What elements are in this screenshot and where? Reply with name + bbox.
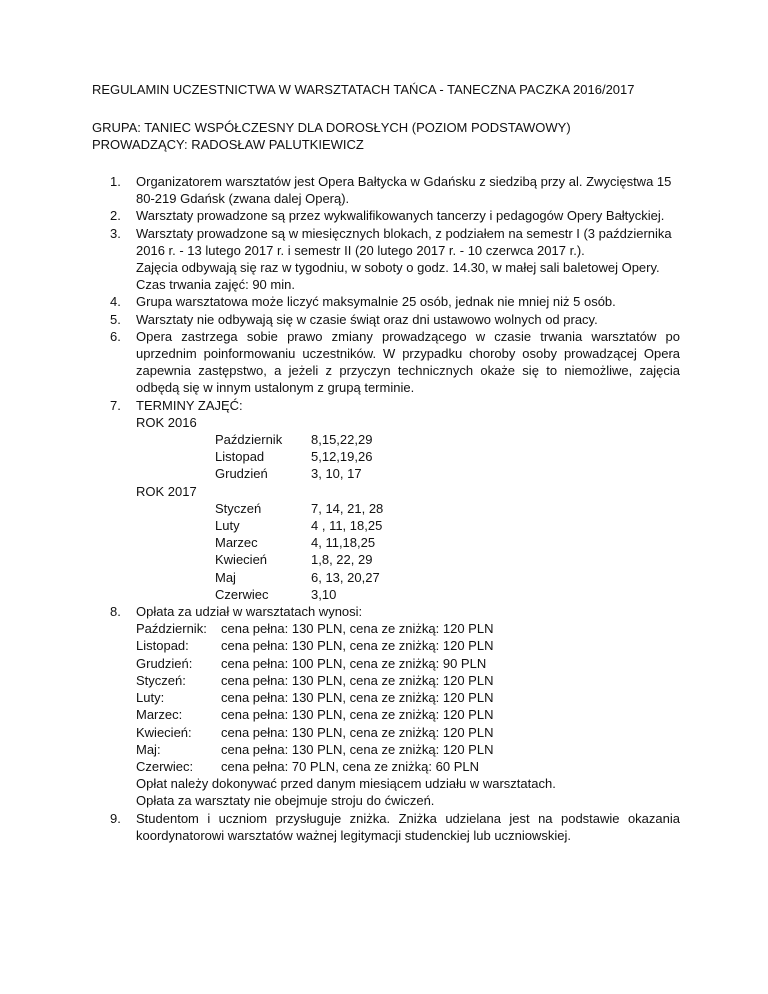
price-value: cena pełna: 130 PLN, cena ze zniżką: 120 PLN: [221, 621, 494, 637]
rule-number: 4.: [110, 294, 121, 310]
year-label: ROK 2017: [136, 483, 197, 499]
rule-item-3: [110, 225, 680, 294]
month-days: 1,8, 22, 29: [311, 552, 373, 568]
price-value: cena pełna: 70 PLN, cena ze zniżką: 60 PLN: [221, 758, 479, 774]
month-days: 3, 10, 17: [311, 466, 362, 482]
price-row: [136, 672, 680, 689]
rules-list: [110, 173, 680, 844]
schedule-row: [136, 551, 680, 568]
month-name: Grudzień: [215, 466, 268, 482]
month-days: 4, 11,18,25: [311, 535, 376, 551]
rule-number: 6.: [110, 328, 121, 344]
rule-text-line: Organizatorem warsztatów jest Opera Bałtycka w Gdańsku z siedzibą przy al. Zwycięstwa 15: [136, 174, 672, 189]
instructor-name: PROWADZĄCY: RADOSŁAW PALUTKIEWICZ: [92, 137, 364, 153]
fee-note: Opłat należy dokonywać przed danym miesiącem udziału w warsztatach.: [136, 776, 556, 792]
schedule-row: [136, 517, 680, 534]
price-month: Grudzień:: [136, 655, 193, 671]
rule-item-5: [110, 311, 680, 328]
schedule-row: [136, 431, 680, 448]
schedule-row: [136, 569, 680, 586]
month-days: 7, 14, 21, 28: [311, 500, 384, 516]
rule-text-line: Czas trwania zajęć: 90 min.: [136, 277, 295, 293]
rule-item-7: [110, 397, 680, 603]
price-value: cena pełna: 130 PLN, cena ze zniżką: 120 PLN: [221, 707, 494, 723]
rule-number: 9.: [110, 810, 121, 826]
month-name: Marzec: [215, 535, 258, 551]
price-month: Marzec:: [136, 707, 183, 723]
rule-text: Opera zastrzega sobie prawo zmiany prowadzącego w czasie trwania warsztatów po uprzednim poinformowaniu uczestników. W przypadku choroby osoby prowadzącej Opera zapewnia zastępstwo, a jeżeli z przyczyn technicznych okaże się to niemożliwe, zajęcia odbędą się w innym ustalonym z grupą terminie.: [136, 328, 680, 396]
price-month: Czerwiec:: [136, 758, 194, 774]
rule-number: 3.: [110, 225, 121, 241]
rule-text: Studentom i uczniom przysługuje zniżka. Zniżka udzielana jest na podstawie okazania koordynatorowi warsztatów ważnej legitymacji studenckiej lub uczniowskiej.: [136, 810, 680, 843]
rule-text: Grupa warsztatowa może liczyć maksymalnie 25 osób, jednak nie mniej niż 5 osób.: [136, 294, 616, 310]
group-name: GRUPA: TANIEC WSPÓŁCZESNY DLA DOROSŁYCH (POZIOM PODSTAWOWY): [92, 120, 571, 135]
month-name: Maj: [215, 569, 236, 585]
price-row: [136, 620, 680, 637]
price-row: [136, 706, 680, 723]
month-name: Kwiecień: [215, 552, 268, 568]
month-days: 5,12,19,26: [311, 449, 373, 465]
month-name: Listopad: [215, 449, 265, 465]
fee-note: Opłata za warsztaty nie obejmuje stroju do ćwiczeń.: [136, 793, 435, 809]
price-month: Listopad:: [136, 638, 189, 654]
price-value: cena pełna: 130 PLN, cena ze zniżką: 120 PLN: [221, 672, 494, 688]
fee-heading: Opłata za udział w warsztatach wynosi:: [136, 604, 363, 620]
price-value: cena pełna: 130 PLN, cena ze zniżką: 120 PLN: [221, 690, 494, 706]
year-label: ROK 2016: [136, 414, 197, 430]
month-days: 6, 13, 20,27: [311, 569, 380, 585]
month-days: 4 , 11, 18,25: [311, 518, 383, 534]
schedule-row: [136, 465, 680, 482]
rule-number: 7.: [110, 397, 121, 413]
month-name: Styczeń: [215, 500, 262, 516]
schedule-row: [136, 500, 680, 517]
document-title: REGULAMIN UCZESTNICTWA W WARSZTATACH TAŃCA - TANECZNA PACZKA 2016/2017: [92, 82, 635, 97]
month-days: 8,15,22,29: [311, 432, 373, 448]
rule-text: Warsztaty nie odbywają się w czasie świąt oraz dni ustawowo wolnych od pracy.: [136, 311, 598, 327]
rule-number: 1.: [110, 174, 121, 189]
rule-item-9: [110, 810, 680, 844]
schedule-row: [136, 534, 680, 551]
rule-item-8: [110, 603, 680, 809]
price-month: Styczeń:: [136, 672, 186, 688]
rule-item-6: [110, 328, 680, 397]
price-row: [136, 655, 680, 672]
rule-text-line: Warsztaty prowadzone są w miesięcznych blokach, z podziałem na semestr I (3 października: [136, 225, 672, 241]
rule-text-line: Zajęcia odbywają się raz w tygodniu, w soboty o godz. 14.30, w małej sali baletowej Opery.: [136, 260, 660, 276]
month-name: Październik: [215, 432, 283, 448]
price-value: cena pełna: 130 PLN, cena ze zniżką: 120 PLN: [221, 638, 494, 654]
price-month: Październik:: [136, 621, 207, 637]
rule-number: 8.: [110, 604, 121, 620]
month-name: Luty: [215, 518, 240, 534]
price-value: cena pełna: 100 PLN, cena ze zniżką: 90 PLN: [221, 655, 487, 671]
price-row: [136, 741, 680, 758]
rule-item-2: [110, 207, 680, 224]
rule-item-4: [110, 293, 680, 310]
month-name: Czerwiec: [215, 586, 269, 602]
price-month: Kwiecień:: [136, 724, 192, 740]
price-row: [136, 637, 680, 654]
price-value: cena pełna: 130 PLN, cena ze zniżką: 120 PLN: [221, 724, 494, 740]
rule-item-1: [110, 173, 680, 207]
rule-text: Warsztaty prowadzone są przez wykwalifikowanych tancerzy i pedagogów Opery Bałtyckiej.: [136, 208, 665, 224]
rule-text-line: 2016 r. - 13 lutego 2017 r. i semestr II (20 lutego 2017 r. - 10 czerwca 2017 r.).: [136, 242, 585, 258]
rule-number: 2.: [110, 208, 121, 224]
schedule-row: [136, 586, 680, 603]
price-month: Luty:: [136, 690, 165, 706]
price-row: [136, 758, 680, 775]
price-value: cena pełna: 130 PLN, cena ze zniżką: 120 PLN: [221, 741, 494, 757]
rule-text-line: 80-219 Gdańsk (zwana dalej Operą).: [136, 191, 350, 207]
month-days: 3,10: [311, 586, 337, 602]
price-row: [136, 689, 680, 706]
group-info: [92, 119, 571, 154]
rule-number: 5.: [110, 311, 121, 327]
schedule-row: [136, 448, 680, 465]
price-row: [136, 724, 680, 741]
schedule-heading: TERMINY ZAJĘĆ:: [136, 397, 243, 413]
price-month: Maj:: [136, 741, 161, 757]
